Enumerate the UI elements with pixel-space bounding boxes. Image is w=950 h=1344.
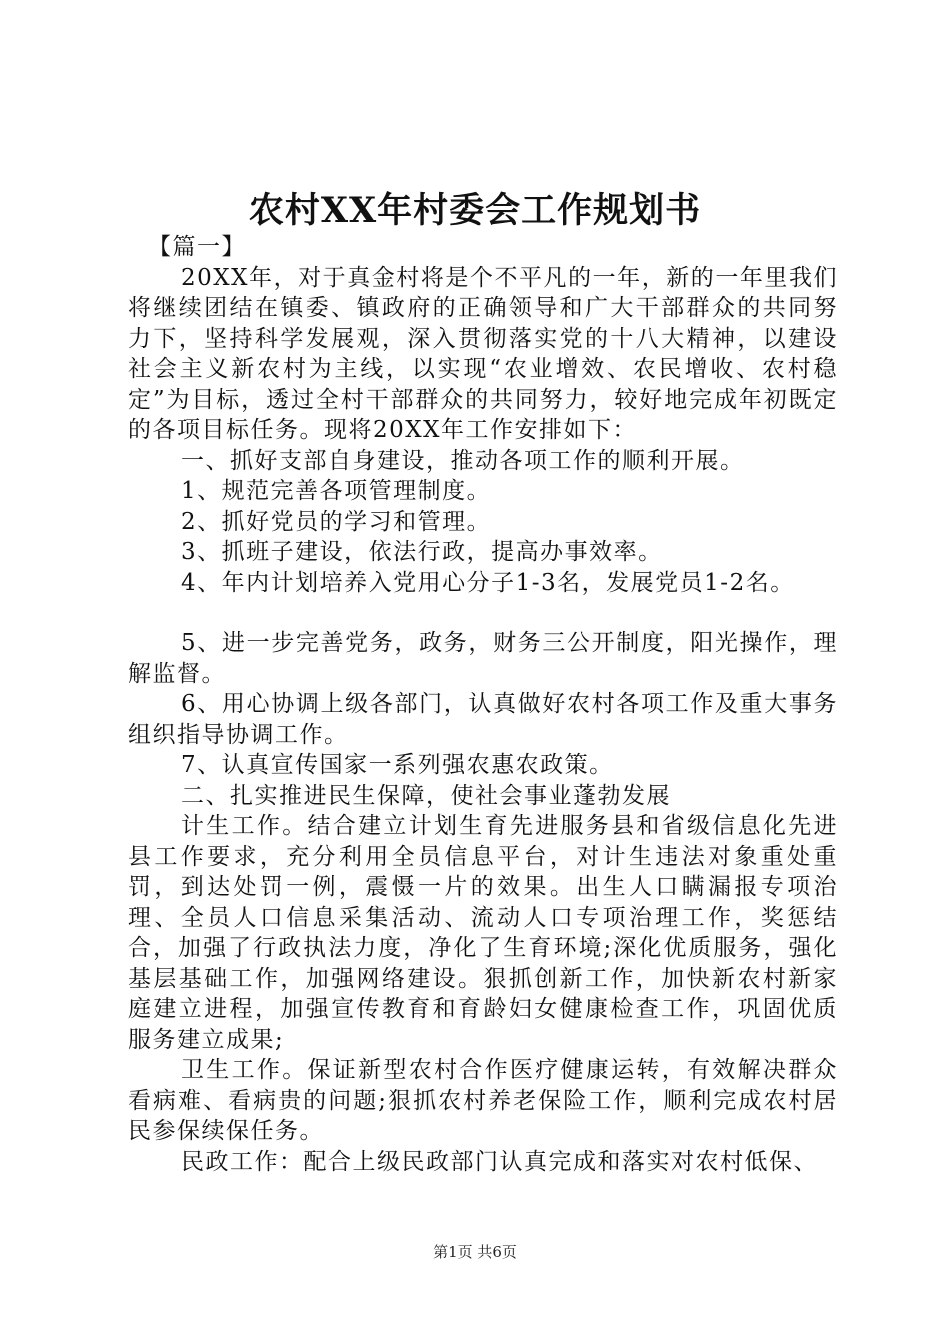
paragraph-item-1: 1、规范完善各项管理制度。 [181, 478, 492, 504]
paragraph-health: 卫生工作。保证新型农村合作医疗健康运转，有效解决群众看病难、看病贵的问题;狠抓农村养老保险工作，顺利完成农村居民参保续保任务。 [128, 1057, 838, 1144]
document-body [128, 232, 838, 1177]
section-label: 【篇一】 [148, 234, 246, 260]
paragraph-item-3: 3、抓班子建设，依法行政，提高办事效率。 [181, 539, 663, 565]
paragraph-heading-1: 一、抓好支部自身建设，推动各项工作的顺利开展。 [181, 447, 745, 474]
paragraph-item-5: 5、进一步完善党务，政务，财务三公开制度，阳光操作，理解监督。 [128, 630, 838, 687]
paragraph-gap [128, 598, 838, 628]
page-indicator: 第1页 共6页 [433, 1243, 517, 1261]
paragraph-item-2: 2、抓好党员的学习和管理。 [181, 508, 492, 535]
paragraph-intro: 20XX年，对于真金村将是个不平凡的一年，新的一年里我们将继续团结在镇委、镇政府的正确领导和广大干部群众的共同努力下，坚持科学发展观，深入贯彻落实党的十八大精神，以建设社会主义新农村为主线，以实现“农业增效、农民增收、农村稳定”为目标，透过全村干部群众的共同努力，较好地完成年初既定的各项目标任务。现将20XX年工作安排如下： [128, 264, 838, 443]
paragraph-item-7: 7、认真宣传国家一系列强农惠农政策。 [181, 752, 614, 778]
paragraph-heading-2: 二、扎实推进民生保障，使社会事业蓬勃发展 [181, 782, 671, 809]
document-title: 农村XX年村委会工作规划书 [248, 190, 702, 231]
paragraph-item-4: 4、年内计划培养入党用心分子1-3名，发展党员1-2名。 [181, 569, 795, 596]
paragraph-item-6: 6、用心协调上级各部门，认真做好农村各项工作及重大事务组织指导协调工作。 [128, 691, 838, 748]
paragraph-family-planning: 计生工作。结合建立计划生育先进服务县和省级信息化先进县工作要求，充分利用全员信息平台，对计生违法对象重处重罚，到达处罚一例，震慑一片的效果。出生人口瞒漏报专项治理、全员人口信息采集活动、流动人口专项治理工作，奖惩结合，加强了行政执法力度，净化了生育环境;深化优质服务，强化基层基础工作，加强网络建设。狠抓创新工作，加快新农村新家庭建立进程，加强宣传教育和育龄妇女健康检查工作，巩固优质服务建立成果; [128, 813, 838, 1053]
paragraph-civil-affairs: 民政工作：配合上级民政部门认真完成和落实对农村低保、 [181, 1148, 818, 1175]
